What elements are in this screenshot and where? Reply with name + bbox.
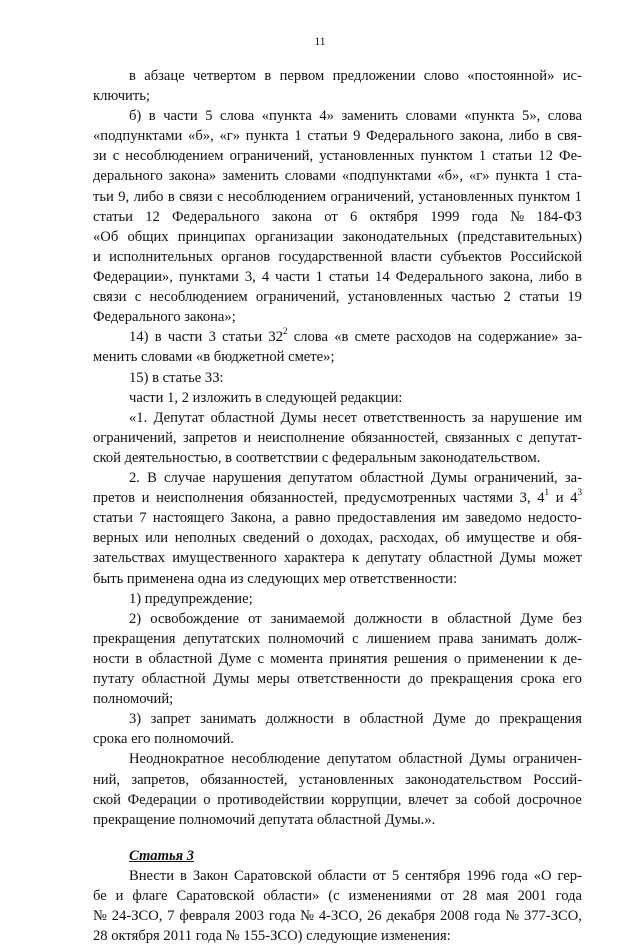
text-line: статьи 7 настоящего Закона, а равно предоставления им заведомо недосто- <box>93 510 582 526</box>
page-number: 11 <box>314 36 326 48</box>
text-line: ключить; <box>93 88 150 104</box>
text-line: б) в части 5 слова «пункта 4» заменить словами «пункта 5», слова <box>129 108 582 124</box>
text-line: ний, запретов, обязанностей, установленных законодательством Россий- <box>93 772 582 788</box>
text-line: 3) запрет занимать должности в областной Думе до прекращения <box>129 711 582 727</box>
text-line: прекращения депутатских полномочий с лишением права занимать долж- <box>93 631 582 647</box>
text-line: 14) в части 3 статьи $32^2$ слова «в смете расходов на содержание» за- <box>129 326 582 345</box>
text-line: статьи 12 Федерального закона от 6 октября 1999 года № 184-ФЗ <box>93 209 582 225</box>
text-line: бе и флаге Саратовской области» (с изменениями от 28 мая 2001 года <box>93 888 582 904</box>
text-line: зи с несоблюдением ограничений, установленных пунктом 1 статьи 12 Фе- <box>93 148 582 164</box>
section-heading: Статья 3 <box>129 848 195 864</box>
text-line: в абзаце четвертом в первом предложении слово «постоянной» ис- <box>129 68 582 84</box>
text-line: Внести в Закон Саратовской области от 5 сентября 1996 года «О гер- <box>129 868 582 884</box>
text-line: тьи 9, либо в связи с несоблюдением ограничений, установленных пунктом 1 <box>93 189 582 205</box>
text-line: верных или неполных сведений о доходах, расходах, об имуществе и обя- <box>93 530 582 546</box>
text-line: ской деятельностью, в соответствии с федеральным законодательством. <box>93 450 541 466</box>
text-line: зательствах имущественного характера к депутату областной Думы может <box>93 550 582 566</box>
text-line: Федерации», пунктами 3, 4 части 1 статьи 14 Федерального закона, либо в <box>93 269 582 285</box>
text-line: Неоднократное несоблюдение депутатом областной Думы ограничен- <box>129 751 582 767</box>
text-line: связи с несоблюдением ограничений, установленных частью 2 статьи 19 <box>93 289 582 305</box>
text-line: дерального закона» заменить словами «подпунктами «б», «г» пункта 1 ста- <box>93 168 582 184</box>
text-line: 2. В случае нарушения депутатом областной Думы ограничений, за- <box>129 470 582 486</box>
text-line: 15) в статье 33: <box>129 370 224 386</box>
text-line: ограничений, запретов и неисполнение обязанностей, связанных с депутат- <box>93 430 582 446</box>
text-line: быть применена одна из следующих мер ответственности: <box>93 571 458 587</box>
text-line: «подпунктами «б», «г» пункта 1 статьи 9 Федерального закона, либо в свя- <box>93 128 582 144</box>
text-line: срока его полномочий. <box>93 731 234 747</box>
text-line: прекращение полномочий депутата областной Думы.». <box>93 812 436 828</box>
text-line: части 1, 2 изложить в следующей редакции: <box>129 390 403 406</box>
text-line: претов и неисполнения обязанностей, предусмотренных частями 3, $4^1$ и $4^3$ <box>93 487 582 506</box>
text-line: менить словами «в бюджетной смете»; <box>93 349 335 365</box>
text-line: ности в областной Думе с момента принятия решения о применении к де- <box>93 651 582 667</box>
text-line: ской Федерации о противодействии коррупции, влечет за собой досрочное <box>93 792 582 808</box>
text-line: № 24-ЗСО, 7 февраля 2003 года № 4-ЗСО, 26 декабря 2008 года № 377-ЗСО, <box>93 908 582 924</box>
text-line: полномочий; <box>93 691 174 707</box>
text-line: 2) освобождение от занимаемой должности в областной Думе без <box>129 611 582 627</box>
text-line: Федерального закона»; <box>93 309 236 325</box>
text-line: «1. Депутат областной Думы несет ответственность за нарушение им <box>129 410 582 426</box>
text-line: и исполнительных органов государственной власти субъектов Российской <box>93 249 582 265</box>
text-line: 1) предупреждение; <box>129 591 253 607</box>
text-line: путату областной Думы меры ответственности до прекращения срока его <box>93 671 582 687</box>
text-line: «Об общих принципах организации законодательных (представительных) <box>93 229 582 245</box>
text-line: 28 октября 2011 года № 155-ЗСО) следующие изменения: <box>93 928 451 944</box>
